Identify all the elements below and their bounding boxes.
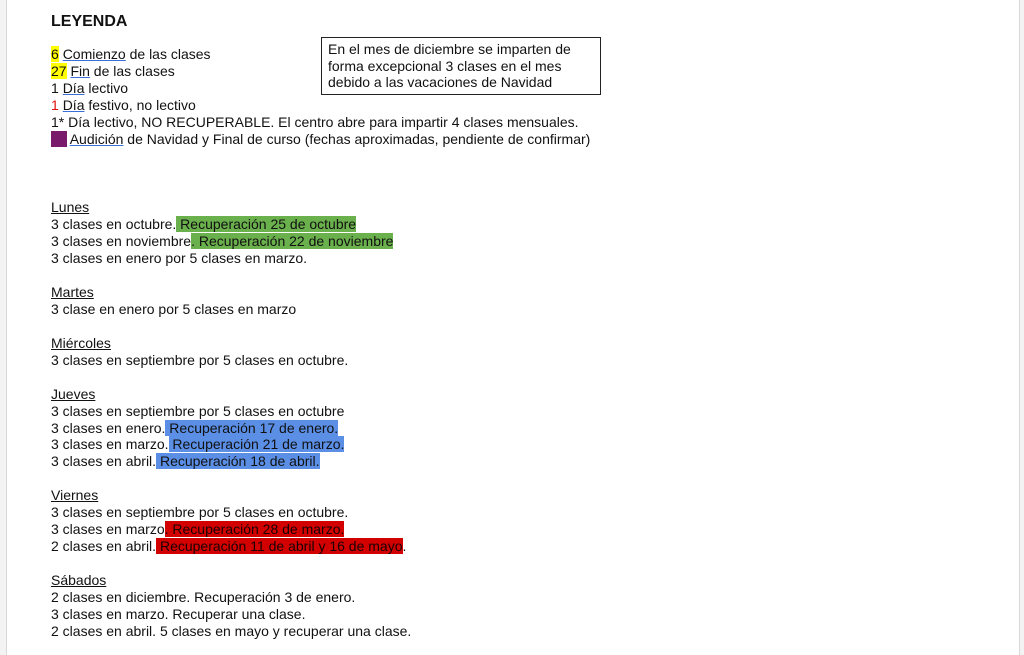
recovery-highlight: Recuperación 18 de abril. [156,453,320,470]
legend-item-holiday [51,97,590,114]
schedule-text: 3 clases en abril. [51,453,157,470]
schedule-line: 3 clases en septiembre por 5 clases en octubre. [51,504,349,521]
schedule-text: 2 clases en abril. [51,537,157,554]
document-page [6,0,1020,655]
legend-mark: 6 [51,46,59,62]
legend-mark: 20 [51,130,67,147]
day-block-viernes [51,487,590,555]
day-block-jueves [51,386,590,471]
legend-text: de las clases [125,46,211,62]
schedule-line: 3 clases en enero por 5 clases en marzo. [51,250,308,267]
day-block-miercoles [51,335,590,369]
schedule-line: 2 clases en diciembre. Recuperación 3 de enero. [51,588,356,605]
schedule-line: 3 clase en enero por 5 clases en marzo [51,300,297,317]
schedule-text: 3 clases en marzo. [51,436,169,453]
schedule-line [51,436,590,453]
document-content [51,12,590,639]
legend-mark: 1 [51,79,59,96]
legend-word: Fin [70,62,90,79]
legend-text: festivo, no lectivo [84,96,196,113]
schedule-line [51,453,590,470]
recovery-highlight: . Recuperación 22 de noviembre [191,233,394,250]
schedule-text: 3 clases en enero. [51,419,166,436]
december-note-box: En el mes de diciembre se imparten de forma excepcional 3 clases en el mes debido a las vacaciones de Navidad [321,37,601,95]
schedule-line: 2 clases en abril. 5 clases en mayo y recuperar una clase. [51,622,412,639]
schedule-line [51,521,590,538]
schedule-line [51,420,590,437]
day-heading: Viernes [51,487,99,504]
legend-text: de las clases [89,62,175,79]
schedule-line [51,233,590,250]
legend-word: Comienzo [62,46,126,62]
legend-word: Día [62,79,85,96]
legend-text: lectivo [84,79,129,96]
legend-item-audition [51,131,590,148]
legend-mark: 1 [51,96,59,113]
recovery-highlight: Recuperación 17 de enero. [165,419,339,436]
schedule-text: 3 clases en octubre. [51,216,177,233]
legend-text: de Navidad y Final de curso (fechas aproximadas, pendiente de confirmar) [123,130,591,147]
day-heading: Martes [51,284,94,301]
legend-word: Día [62,96,85,113]
recovery-highlight: Recuperación 25 de octubre [176,216,357,233]
day-heading: Lunes [51,199,90,216]
day-heading: Miércoles [51,334,111,351]
schedule-text: 3 clases en noviembre [51,233,192,250]
legend-title: LEYENDA [51,13,128,30]
recovery-highlight: . Recuperación 28 de marzo. [164,521,345,538]
day-block-martes [51,284,590,318]
schedule-line: 3 clases en marzo. Recuperar una clase. [51,605,306,622]
day-block-sabados [51,572,590,640]
legend-mark: 27 [51,62,67,79]
schedule-line: 3 clases en septiembre por 5 clases en octubre [51,402,345,419]
day-heading: Sábados [51,571,107,588]
legend-item-non-recoverable: 1* Día lectivo, NO RECUPERABLE. El centro abre para impartir 4 clases mensuales. [51,113,579,130]
schedule-line: 3 clases en septiembre por 5 clases en octubre. [51,351,349,368]
schedule-text: . [402,537,407,554]
schedule-line [51,216,590,233]
schedule-line [51,538,590,555]
legend-word: Audición [69,130,124,147]
day-heading: Jueves [51,385,96,402]
schedule-text: 3 clases en marzo [51,521,165,538]
recovery-highlight: Recuperación 11 de abril y 16 de mayo [156,537,403,554]
day-block-lunes [51,199,590,267]
recovery-highlight: Recuperación 21 de marzo. [168,436,345,453]
